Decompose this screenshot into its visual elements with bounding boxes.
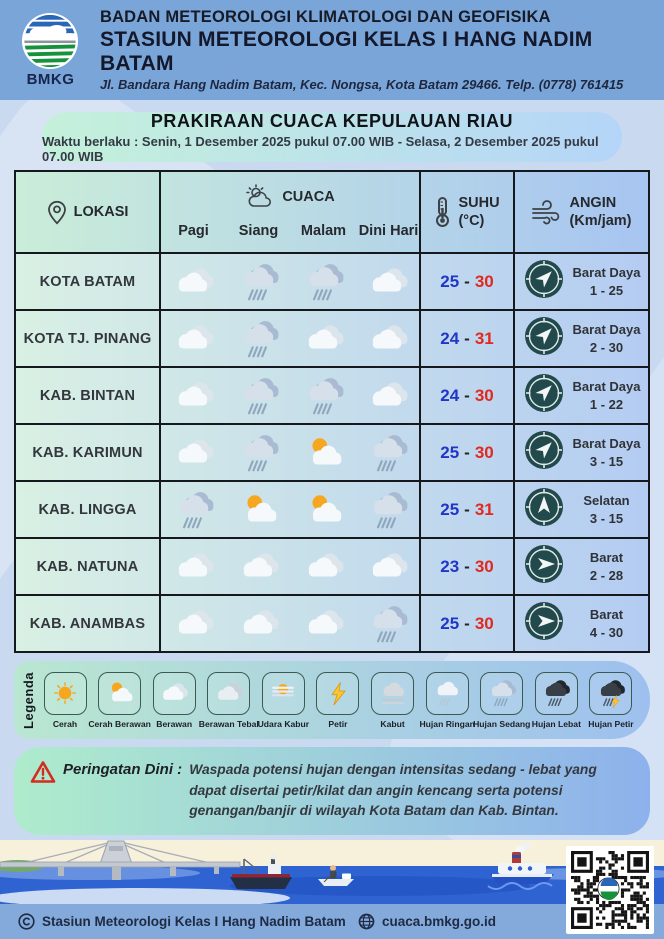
footer-copyright: Stasiun Meteorologi Kelas I Hang Nadim Batam bbox=[18, 913, 346, 930]
wind-cell bbox=[515, 482, 647, 537]
legend-item-label: Hujan Ringan bbox=[419, 718, 475, 729]
legend-weather-icon bbox=[98, 672, 141, 715]
warning-text: Waspada potensi hujan dengan intensitas sedang - lebat yang dapat disertai petir/kilat dan angin kencang serta potensi genangan/banjir di wilayah Kota Batam dan Kab. Bintan. bbox=[189, 762, 597, 819]
temperature-max: 31 bbox=[474, 328, 494, 348]
validity-period: Waktu berlaku : Senin, 1 Desember 2025 pukul 07.00 WIB - Selasa, 2 Desember 2025 pukul 07.00 WIB bbox=[42, 133, 599, 164]
legend-weather-icon bbox=[426, 672, 469, 715]
station-address: Jl. Bandara Hang Nadim Batam, Kec. Nongsa, Kota Batam 29466. Telp. (0778) 761415 bbox=[99, 77, 624, 92]
legend-weather-icon bbox=[535, 672, 578, 715]
wind-cell bbox=[515, 596, 647, 651]
temperature-max: 30 bbox=[474, 442, 494, 462]
thermometer-icon bbox=[434, 196, 451, 228]
legend-item bbox=[420, 672, 474, 729]
column-angin: ANGIN (Km/jam) bbox=[515, 172, 647, 252]
globe-icon bbox=[358, 913, 375, 930]
legend-item-label: Berawan Tebal bbox=[198, 718, 259, 729]
warning-triangle-icon bbox=[30, 760, 56, 784]
wind-speed: 2 - 28 bbox=[589, 567, 624, 583]
copyright-icon bbox=[18, 913, 35, 930]
weather-icon-malam bbox=[291, 425, 356, 480]
forecast-row bbox=[16, 252, 648, 309]
legend-item-label: Cerah Berawan bbox=[88, 718, 151, 729]
legend-item bbox=[475, 672, 529, 729]
temperature-min: 25 bbox=[440, 499, 460, 519]
wind-speed: 1 - 25 bbox=[589, 282, 624, 298]
weather-icon-malam bbox=[291, 482, 356, 537]
temperature-range: 25 - 31 bbox=[421, 482, 515, 537]
qr-code bbox=[566, 846, 654, 934]
bulletin-title bbox=[42, 112, 622, 162]
temperature-max: 31 bbox=[474, 499, 494, 519]
weather-icon-siang bbox=[226, 368, 291, 423]
legend-item bbox=[584, 672, 638, 729]
location-name: KAB. KARIMUN bbox=[16, 425, 161, 480]
column-suhu: SUHU (°C) bbox=[421, 172, 515, 252]
weather-icon-pagi bbox=[161, 482, 226, 537]
compass-icon bbox=[524, 430, 564, 475]
weather-icon-siang bbox=[226, 596, 291, 651]
weather-icon-dinihari bbox=[356, 596, 421, 651]
forecast-row bbox=[16, 423, 648, 480]
temperature-range: 24 - 31 bbox=[421, 311, 515, 366]
time-label: Malam bbox=[300, 223, 347, 239]
wind-direction: Barat Daya bbox=[572, 378, 641, 394]
weather-icon-dinihari bbox=[356, 425, 421, 480]
wind-speed: 2 - 30 bbox=[589, 339, 624, 355]
legend-item-label: Petir bbox=[328, 718, 348, 729]
legend-weather-icon bbox=[589, 672, 632, 715]
time-labels bbox=[161, 216, 419, 246]
weather-icon-siang bbox=[226, 539, 291, 594]
weather-icon-pagi bbox=[161, 425, 226, 480]
footer bbox=[0, 840, 664, 939]
early-warning bbox=[14, 747, 650, 835]
location-pin-icon bbox=[47, 200, 67, 225]
legend-item bbox=[311, 672, 365, 729]
legend-weather-icon bbox=[480, 672, 523, 715]
compass-icon bbox=[524, 373, 564, 418]
legend-item bbox=[529, 672, 583, 729]
column-lokasi: LOKASI bbox=[16, 172, 161, 252]
warning-label: Peringatan Dini : bbox=[63, 761, 183, 778]
location-name: KOTA BATAM bbox=[16, 254, 161, 309]
weather-icon-siang bbox=[226, 482, 291, 537]
temperature-range: 25 - 30 bbox=[421, 254, 515, 309]
weather-icon-malam bbox=[291, 254, 356, 309]
footer-website: cuaca.bmkg.go.id bbox=[358, 913, 496, 930]
location-name: KAB. ANAMBAS bbox=[16, 596, 161, 651]
location-name: KAB. NATUNA bbox=[16, 539, 161, 594]
table-header bbox=[16, 172, 648, 252]
time-label: Siang bbox=[238, 223, 279, 239]
weather-icon-pagi bbox=[161, 539, 226, 594]
legend-item-label: Cerah bbox=[52, 718, 78, 729]
legend-item bbox=[256, 672, 310, 729]
wind-speed: 3 - 15 bbox=[589, 453, 624, 469]
weather-icon-pagi bbox=[161, 254, 226, 309]
temperature-min: 24 bbox=[440, 328, 460, 348]
wind-cell bbox=[515, 311, 647, 366]
footer-bar bbox=[0, 904, 664, 939]
legend-weather-icon bbox=[153, 672, 196, 715]
weather-icon-dinihari bbox=[356, 539, 421, 594]
temperature-min: 24 bbox=[440, 385, 460, 405]
legend-weather-icon bbox=[44, 672, 87, 715]
compass-icon bbox=[524, 487, 564, 532]
weather-icon-malam bbox=[291, 311, 356, 366]
wind-icon bbox=[530, 199, 562, 225]
location-name: KOTA TJ. PINANG bbox=[16, 311, 161, 366]
temperature-min: 25 bbox=[440, 442, 460, 462]
bmkg-logo-text: BMKG bbox=[26, 71, 75, 88]
legend-item-label: Hujan Lebat bbox=[531, 718, 581, 729]
legend-item bbox=[147, 672, 201, 729]
temperature-range: 25 - 30 bbox=[421, 596, 515, 651]
legend-item-label: Kabut bbox=[380, 718, 405, 729]
page-title: PRAKIRAAN CUACA KEPULAUAN RIAU bbox=[150, 110, 514, 131]
wind-cell bbox=[515, 254, 647, 309]
legend-item bbox=[366, 672, 420, 729]
wind-speed: 1 - 22 bbox=[589, 396, 624, 412]
forecast-table bbox=[14, 170, 650, 653]
legend-item bbox=[88, 672, 151, 729]
bmkg-logo bbox=[16, 12, 85, 88]
temperature-range: 24 - 30 bbox=[421, 368, 515, 423]
weather-icon-dinihari bbox=[356, 311, 421, 366]
weather-icon-dinihari bbox=[356, 482, 421, 537]
legend-items bbox=[36, 672, 640, 729]
legend-label: Legenda bbox=[21, 671, 36, 729]
legend-weather-icon bbox=[371, 672, 414, 715]
column-cuaca: CUACA Pagi Siang Malam Dini Hari bbox=[161, 172, 421, 252]
temperature-min: 25 bbox=[440, 271, 460, 291]
compass-icon bbox=[524, 544, 564, 589]
wind-cell bbox=[515, 539, 647, 594]
wind-direction: Barat bbox=[589, 549, 624, 565]
wind-direction: Barat Daya bbox=[572, 321, 641, 337]
station-name: STASIUN METEOROLOGI KELAS I HANG NADIM BATAM bbox=[99, 28, 593, 75]
weather-icon-pagi bbox=[161, 311, 226, 366]
weather-icon-siang bbox=[226, 425, 291, 480]
weather-icon-siang bbox=[226, 311, 291, 366]
weather-icon-malam bbox=[291, 539, 356, 594]
legend-item bbox=[198, 672, 259, 729]
temperature-range: 25 - 30 bbox=[421, 425, 515, 480]
forecast-row bbox=[16, 537, 648, 594]
legend-item-label: Berawan bbox=[156, 718, 193, 729]
table-body bbox=[16, 252, 648, 651]
legend-item bbox=[38, 672, 92, 729]
legend-item-label: Udara Kabur bbox=[257, 718, 310, 729]
wind-speed: 4 - 30 bbox=[589, 624, 624, 640]
weather-icon-pagi bbox=[161, 596, 226, 651]
time-label: Pagi bbox=[178, 223, 209, 239]
wind-cell bbox=[515, 368, 647, 423]
legend-weather-icon bbox=[262, 672, 305, 715]
wind-direction: Barat Daya bbox=[572, 264, 641, 280]
temperature-max: 30 bbox=[474, 385, 494, 405]
weather-icon-dinihari bbox=[356, 368, 421, 423]
forecast-row bbox=[16, 366, 648, 423]
wind-direction: Selatan bbox=[583, 492, 630, 508]
location-name: KAB. LINGGA bbox=[16, 482, 161, 537]
forecast-row bbox=[16, 594, 648, 651]
compass-icon bbox=[524, 601, 564, 646]
bmkg-logo-icon bbox=[21, 12, 79, 70]
bridge-sea-illustration bbox=[0, 840, 664, 904]
weather-icon-pagi bbox=[161, 368, 226, 423]
legend-item-label: Hujan Petir bbox=[588, 718, 634, 729]
weather-icon-malam bbox=[291, 596, 356, 651]
wind-speed: 3 - 15 bbox=[589, 510, 624, 526]
forecast-row bbox=[16, 309, 648, 366]
legend-item-label: Hujan Sedang bbox=[473, 718, 531, 729]
temperature-max: 30 bbox=[474, 271, 494, 291]
temperature-min: 23 bbox=[440, 556, 460, 576]
temperature-max: 30 bbox=[474, 613, 494, 633]
weather-icon-malam bbox=[291, 368, 356, 423]
legend-weather-icon bbox=[207, 672, 250, 715]
temperature-min: 25 bbox=[440, 613, 460, 633]
sun-cloud-icon bbox=[245, 184, 275, 210]
wind-direction: Barat bbox=[589, 606, 624, 622]
weather-icon-dinihari bbox=[356, 254, 421, 309]
location-name: KAB. BINTAN bbox=[16, 368, 161, 423]
wind-cell bbox=[515, 425, 647, 480]
temperature-max: 30 bbox=[474, 556, 494, 576]
forecast-row bbox=[16, 480, 648, 537]
compass-icon bbox=[524, 259, 564, 304]
temperature-range: 23 - 30 bbox=[421, 539, 515, 594]
wind-direction: Barat Daya bbox=[572, 435, 641, 451]
compass-icon bbox=[524, 316, 564, 361]
legend-weather-icon bbox=[316, 672, 359, 715]
org-name: BADAN METEOROLOGI KLIMATOLOGI DAN GEOFISIKA bbox=[99, 8, 551, 26]
legend bbox=[14, 661, 650, 739]
header bbox=[0, 0, 664, 100]
time-label: Dini Hari bbox=[358, 223, 419, 239]
weather-icon-siang bbox=[226, 254, 291, 309]
